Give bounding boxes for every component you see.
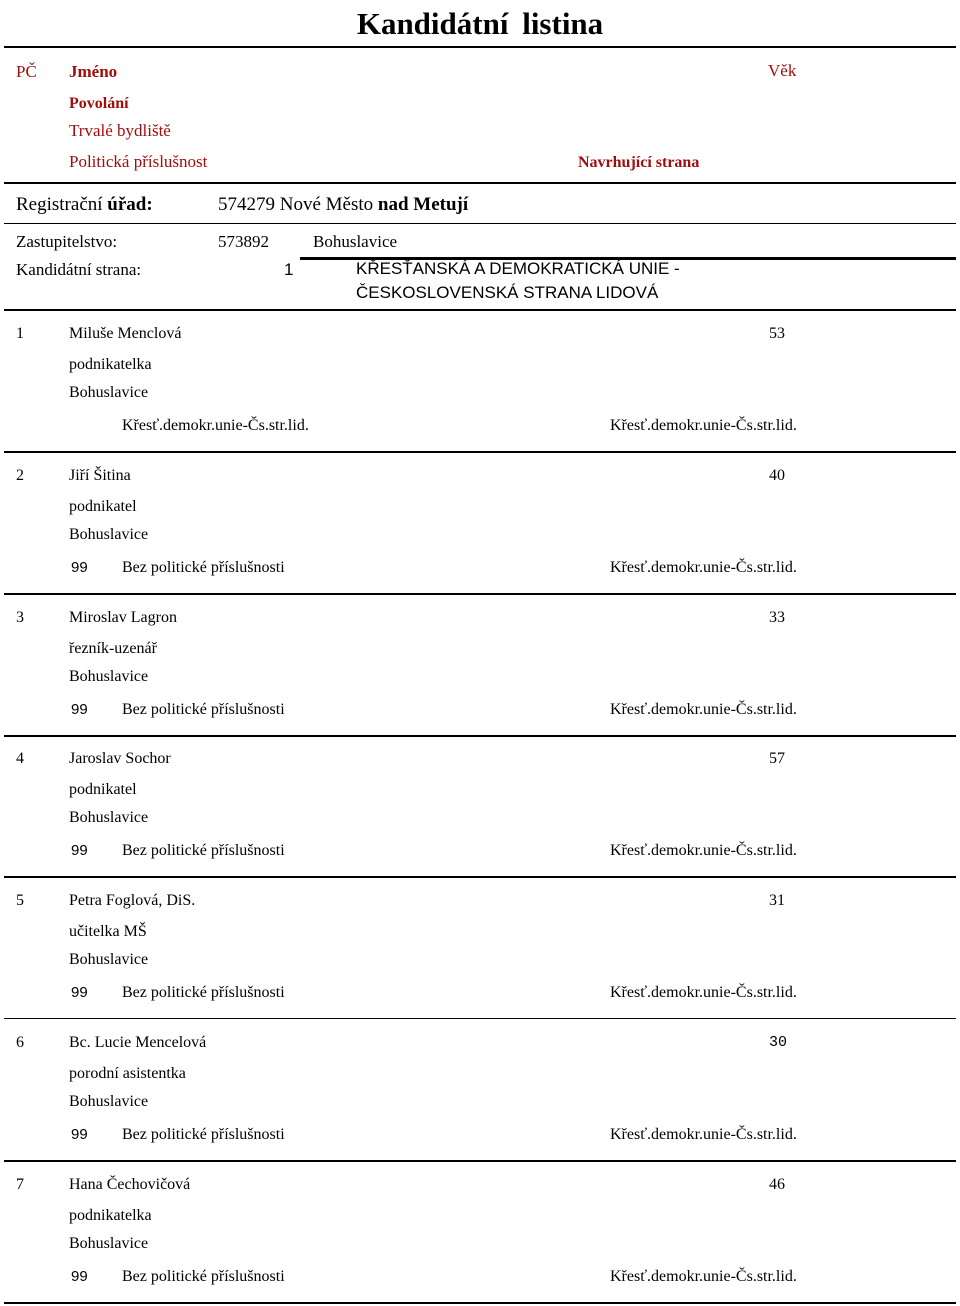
header-occupation: Povolání: [69, 95, 129, 112]
candidate-name: Petra Foglová, DiS.: [69, 892, 196, 909]
party-label: Kandidátní strana:: [16, 260, 142, 279]
council-label: Zastupitelstvo:: [16, 232, 118, 251]
candidate-residence: Bohuslavice: [69, 951, 149, 968]
header-nominating-party: Navrhující strana: [578, 154, 700, 171]
candidate-occupation: porodní asistentka: [69, 1065, 186, 1082]
council-name: Bohuslavice: [313, 232, 398, 251]
candidate-row: [0, 1162, 960, 1304]
candidate-number: 1: [16, 325, 24, 342]
party-name-line1: KŘESŤANSKÁ A DEMOKRATICKÁ UNIE -: [356, 259, 680, 278]
candidate-row: [0, 453, 960, 595]
council-code: 573892: [218, 232, 269, 251]
candidate-membership: Křesť.demokr.unie-Čs.str.lid.: [122, 417, 309, 434]
party-name-line2: ČESKOSLOVENSKÁ STRANA LIDOVÁ: [356, 283, 659, 302]
registration-label-b: úřad:: [107, 194, 153, 215]
title-divider: [4, 46, 956, 48]
membership-code: 99: [71, 1268, 88, 1285]
candidate-occupation: podnikatel: [69, 781, 137, 798]
candidate-row: [0, 595, 960, 737]
candidate-residence: Bohuslavice: [69, 526, 149, 543]
registration-city-b: nad Metují: [377, 194, 469, 215]
candidate-membership: Bez politické příslušnosti: [122, 842, 285, 859]
candidate-number: 2: [16, 467, 24, 484]
candidate-name: Bc. Lucie Mencelová: [69, 1034, 207, 1051]
candidate-age: 33: [769, 609, 785, 626]
candidate-name: Jaroslav Sochor: [69, 750, 171, 767]
header-divider: [4, 182, 956, 184]
candidate-row: [0, 736, 960, 878]
candidate-number: 7: [16, 1176, 24, 1193]
candidate-residence: Bohuslavice: [69, 668, 149, 685]
candidate-membership: Bez politické příslušnosti: [122, 559, 285, 576]
registration-label-a: Registrační: [16, 194, 103, 215]
membership-code: 99: [71, 1126, 88, 1143]
candidate-age: 57: [769, 750, 785, 767]
nominating-party: Křesť.demokr.unie-Čs.str.lid.: [610, 842, 797, 859]
membership-code: 99: [71, 701, 88, 718]
row-divider: [4, 1018, 956, 1019]
registration-divider: [4, 223, 956, 224]
candidate-residence: Bohuslavice: [69, 384, 149, 401]
candidate-age: 31: [769, 892, 785, 909]
candidate-number: 5: [16, 892, 24, 909]
nominating-party: Křesť.demokr.unie-Čs.str.lid.: [610, 1268, 797, 1285]
row-divider: [4, 1302, 956, 1304]
candidate-age: 46: [769, 1176, 785, 1193]
candidate-row: [0, 1020, 960, 1162]
header-age: Věk: [768, 61, 797, 80]
candidate-age: 53: [769, 325, 785, 342]
candidate-occupation: řezník-uzenář: [69, 640, 157, 657]
nominating-party: Křesť.demokr.unie-Čs.str.lid.: [610, 559, 797, 576]
page-title: Kandidátní listina: [356, 6, 604, 41]
candidate-number: 4: [16, 750, 24, 767]
candidate-number: 3: [16, 609, 24, 626]
candidate-number: 6: [16, 1034, 24, 1051]
candidate-age: 30: [769, 1034, 788, 1051]
candidate-name: Miluše Menclová: [69, 325, 182, 342]
candidate-residence: Bohuslavice: [69, 1235, 149, 1252]
membership-code: 99: [71, 984, 88, 1001]
candidate-name: Hana Čechovičová: [69, 1176, 191, 1193]
header-name: Jméno: [69, 62, 118, 81]
party-number: 1: [284, 260, 294, 279]
nominating-party: Křesť.demokr.unie-Čs.str.lid.: [610, 417, 797, 434]
candidate-membership: Bez politické příslušnosti: [122, 1268, 285, 1285]
candidate-row: [0, 878, 960, 1020]
candidate-occupation: učitelka MŠ: [69, 923, 147, 940]
candidate-name: Jiří Šitina: [69, 467, 131, 484]
candidate-membership: Bez politické příslušnosti: [122, 984, 285, 1001]
candidate-residence: Bohuslavice: [69, 809, 149, 826]
registration-label: [16, 194, 153, 216]
registration-code: 574279: [218, 194, 275, 215]
candidate-occupation: podnikatelka: [69, 356, 152, 373]
registration-city-a: Nové Město: [279, 194, 374, 215]
nominating-party: Křesť.demokr.unie-Čs.str.lid.: [610, 1126, 797, 1143]
membership-code: 99: [71, 559, 88, 576]
candidate-row: [0, 311, 960, 453]
header-pc: PČ: [16, 62, 37, 81]
registration-office: [218, 194, 468, 216]
membership-code: 99: [71, 842, 88, 859]
header-residence: Trvalé bydliště: [69, 121, 171, 140]
candidate-age: 40: [769, 467, 785, 484]
nominating-party: Křesť.demokr.unie-Čs.str.lid.: [610, 701, 797, 718]
header-party-membership: Politická příslušnost: [69, 152, 208, 171]
candidate-name: Miroslav Lagron: [69, 609, 177, 626]
candidate-occupation: podnikatel: [69, 498, 137, 515]
nominating-party: Křesť.demokr.unie-Čs.str.lid.: [610, 984, 797, 1001]
candidate-membership: Bez politické příslušnosti: [122, 1126, 285, 1143]
candidate-residence: Bohuslavice: [69, 1093, 149, 1110]
candidate-membership: Bez politické příslušnosti: [122, 701, 285, 718]
candidate-occupation: podnikatelka: [69, 1207, 152, 1224]
